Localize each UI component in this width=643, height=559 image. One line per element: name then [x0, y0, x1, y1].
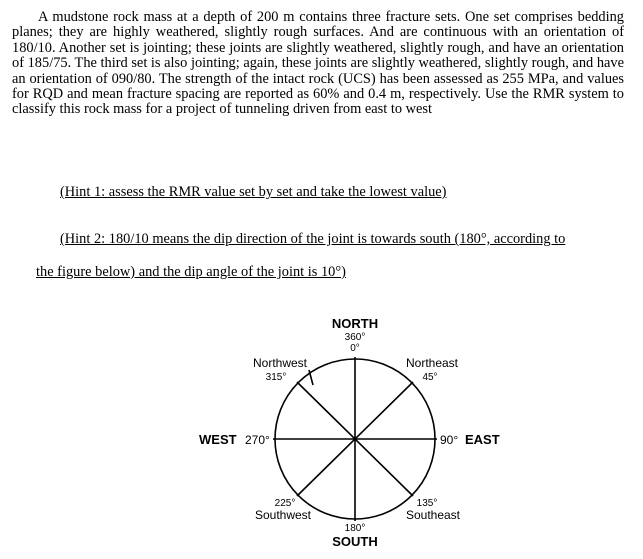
label-south-deg: 180°: [344, 523, 366, 534]
label-southwest-deg: 225°: [274, 498, 296, 509]
label-southeast: Southeast: [405, 508, 461, 522]
label-northeast-deg: 45°: [422, 372, 438, 383]
label-northwest-deg: 315°: [265, 372, 287, 383]
label-north-deg-360: 360°: [344, 332, 366, 343]
hint-2-line-1: (Hint 2: 180/10 means the dip direction of the joint is towards south (180°, according to: [60, 231, 566, 247]
label-east-deg: 90°: [440, 433, 459, 447]
label-west-deg: 270°: [245, 433, 270, 447]
hint-1: (Hint 1: assess the RMR value set by set and take the lowest value): [60, 184, 447, 200]
label-south: SOUTH: [332, 534, 378, 549]
label-north: NORTH: [331, 316, 379, 331]
label-southeast-deg: 135°: [416, 498, 438, 509]
label-northwest: Northwest: [252, 356, 308, 370]
hint-2-line-2: the figure below) and the dip angle of the joint is 10°): [36, 264, 346, 280]
label-west: WEST: [199, 432, 237, 447]
problem-text: A mudstone rock mass at a depth of 200 m contains three fracture sets. One set comprises bedding planes; they are highly weathered, slightly rough surfaces. And are continuous with an orientation of 180/10. Another set is jointing; these joints are slightly weathered, slightly rough, and have an orientation of 185/75. The third set is also jointing; again, these joints are slightly weathered, slightly rough, and have an orientation of 090/80. The strength of the intact rock (UCS) has been assessed as 255 MPa, and values for RQD and mean fracture spacing are reported as 60% and 0.4 m, respectively. Use the RMR system to classify this rock mass for a project of tunneling driven from east to west: [12, 9, 624, 118]
label-northeast: Northeast: [405, 356, 459, 370]
label-east: EAST: [465, 432, 500, 447]
label-southwest: Southwest: [254, 508, 312, 522]
label-north-deg-0: 0°: [350, 343, 360, 354]
